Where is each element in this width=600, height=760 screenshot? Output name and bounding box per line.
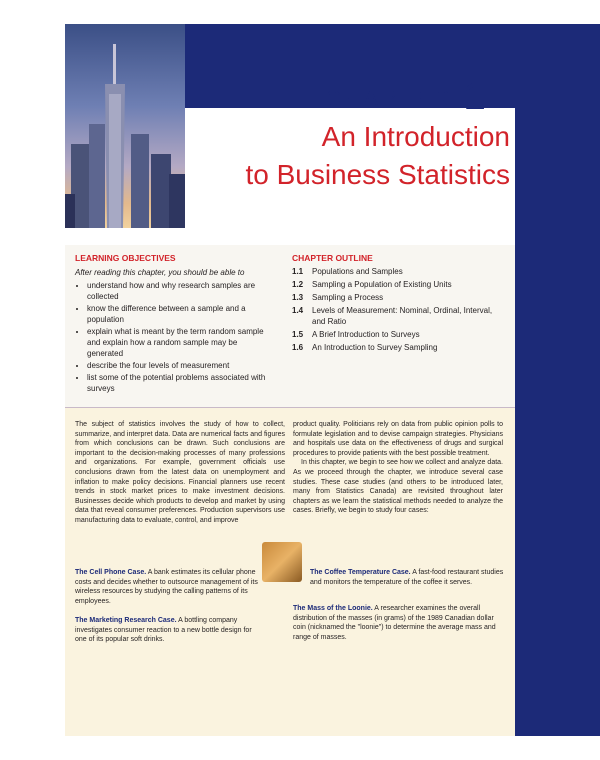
case-coffee-temperature	[310, 568, 505, 587]
outline-number: 1.4	[292, 306, 304, 315]
cityscape-photo	[65, 24, 185, 228]
outline-text: Populations and Samples	[312, 267, 403, 276]
outline-item[interactable]	[292, 279, 502, 290]
outline-text: A Brief Introduction to Surveys	[312, 330, 420, 339]
objective-item: • know the difference between a sample and a population	[87, 303, 275, 325]
learning-objectives-heading: LEARNING OBJECTIVES	[75, 253, 176, 263]
outline-number: 1.2	[292, 280, 304, 289]
outline-text: Sampling a Population of Existing Units	[312, 280, 452, 289]
objective-item: • describe the four levels of measurement	[87, 360, 275, 371]
outline-number: 1.6	[292, 343, 304, 352]
chapter-word: CHAPTER	[325, 87, 454, 110]
case-name: The Marketing Research Case.	[75, 617, 177, 624]
objective-item: • explain what is meant by the term random sample and explain how a random sample may be generated	[87, 326, 275, 359]
outline-text: An Introduction to Survey Sampling	[312, 343, 438, 352]
case-cell-phone	[75, 568, 260, 606]
learning-objectives-lead: After reading this chapter, you should be able to	[75, 268, 245, 277]
outline-number: 1.1	[292, 267, 304, 276]
chapter-label	[326, 76, 486, 119]
coffee-cup-image	[262, 542, 302, 582]
case-text: A bank estimates its cellular phone costs and decides whether to outsource management of its wireless resources by studying the calling patterns of its employees.	[75, 569, 258, 605]
outline-item[interactable]	[292, 329, 502, 340]
chapter-outline	[292, 253, 502, 353]
case-loonie	[293, 604, 503, 642]
case-text: A bottling company investigates consumer reaction to a new bottle design for one of its popular soft drinks.	[75, 617, 252, 644]
outline-text: Sampling a Process	[312, 293, 384, 302]
outline-item[interactable]	[292, 342, 502, 353]
objectives-list	[75, 280, 275, 394]
right-column-text	[293, 420, 503, 516]
objective-item: • list some of the potential problems associated with surveys	[87, 372, 275, 394]
case-text: A fast-food restaurant studies and monitors the temperature of the coffee it serves.	[310, 569, 504, 586]
objective-item: • understand how and why research samples are collected	[87, 280, 275, 302]
intro-text: The subject of statistics involves the study of how to collect, summarize, and interpret data. Data are numerical facts and figures from which conclusions can be drawn. Such conclusions are important to the decision-making processes of many professions and organizations. For example, government officials use conclusions drawn from the latest data on unemployment and inflation to make policy decisions. Financial planners use recent trends in stock market prices to make investment decisions. Businesses decide which products to develop and market by using data that reveal consumer preferences. Production supervisors use manufacturing data to evaluate, control, and improve	[75, 421, 285, 524]
right-paragraph-2: In this chapter, we begin to see how we collect and analyze data. As we proceed through the chapter, we introduce several case studies. These case studies (and others to be introduced later, many from Statistics Canada) are revisited throughout later chapters as we learn the statistical methods needed to analyze the cases. Briefly, we begin to study four cases:	[293, 459, 503, 515]
outline-number: 1.3	[292, 293, 304, 302]
outline-item[interactable]	[292, 305, 502, 327]
right-paragraph-1: product quality. Politicians rely on data from public opinion polls to formulate legislation and to devise campaign strategies. Physicians and hospitals use data on the effectiveness of drugs and surgical procedures to provide patients with the best possible treatment.	[293, 421, 503, 457]
side-band	[515, 24, 600, 736]
intro-paragraph	[75, 420, 285, 526]
outline-number: 1.5	[292, 330, 304, 339]
chapter-outline-heading: CHAPTER OUTLINE	[292, 253, 373, 263]
case-name: The Mass of the Loonie.	[293, 605, 373, 612]
case-name: The Coffee Temperature Case.	[310, 569, 411, 576]
outline-item[interactable]	[292, 292, 502, 303]
case-marketing-research	[75, 616, 260, 645]
outline-text: Levels of Measurement: Nominal, Ordinal, Interval, and Ratio	[312, 306, 493, 326]
chapter-number: 1	[463, 76, 485, 118]
outline-item[interactable]	[292, 266, 502, 277]
case-name: The Cell Phone Case.	[75, 569, 147, 576]
title-line-2: to Business Statistics	[245, 159, 510, 190]
title-line-1: An Introduction	[321, 121, 510, 152]
learning-objectives	[75, 253, 275, 395]
case-text: A researcher examines the overall distribution of the masses (in grams) of the 1989 Canadian dollar coin (nicknamed the "loonie") to determine the average mass and range of masses.	[293, 605, 496, 641]
chapter-title	[245, 118, 510, 194]
